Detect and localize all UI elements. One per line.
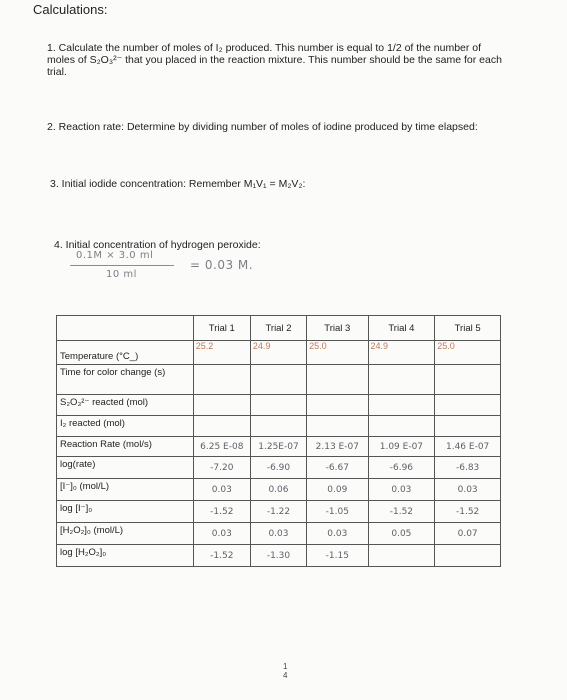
table-row [57, 545, 501, 567]
header-blank-cell [57, 316, 194, 341]
cell: -1.30 [250, 545, 306, 567]
question-1-line-1: 1. Calculate the number of moles of I₂ produced. This number is equal to 1/2 of the number of [47, 42, 482, 54]
handwritten-numerator: 0.1M × 3.0 ml [76, 250, 154, 261]
cell: 0.05 [368, 523, 435, 545]
cell [368, 545, 435, 567]
table-row [57, 457, 501, 479]
table-row [57, 416, 501, 437]
cell [435, 545, 501, 567]
row-label-h2o2: [H₂O₂]₀ (mol/L) [57, 523, 194, 545]
row-label-time: Time for color change (s) [57, 365, 194, 395]
header-trial-2: Trial 2 [250, 316, 306, 341]
row-label-rate: Reaction Rate (mol/s) [57, 437, 194, 457]
calculations-heading: Calculations: [33, 2, 108, 17]
cell: -6.96 [368, 457, 435, 479]
cell: 1.46 E-07 [435, 437, 501, 457]
row-label-iodide: [I⁻]₀ (mol/L) [57, 479, 194, 501]
cell [368, 395, 435, 416]
cell: 0.09 [307, 479, 368, 501]
question-2: 2. Reaction rate: Determine by dividing number of moles of iodine produced by time elapsed: [47, 121, 478, 133]
cell [193, 416, 250, 437]
cell [435, 365, 501, 395]
cell: 0.03 [435, 479, 501, 501]
cell: 0.03 [250, 523, 306, 545]
cell: -7.20 [193, 457, 250, 479]
cell [307, 365, 368, 395]
fraction-bar [70, 265, 174, 266]
page-number: 1 4 [283, 662, 288, 680]
cell: 6.25 E-08 [193, 437, 250, 457]
cell: 1.25E-07 [250, 437, 306, 457]
cell: -6.90 [250, 457, 306, 479]
row-label-log-iodide: log [I⁻]₀ [57, 501, 194, 523]
cell: -1.15 [307, 545, 368, 567]
cell [193, 395, 250, 416]
cell [435, 416, 501, 437]
cell: 0.03 [307, 523, 368, 545]
cell [307, 395, 368, 416]
question-4: 4. Initial concentration of hydrogen peroxide: [54, 239, 261, 251]
cell [368, 416, 435, 437]
cell [250, 395, 306, 416]
cell: 25.0 [435, 341, 501, 365]
handwritten-denominator: 10 ml [106, 269, 137, 280]
cell: -1.52 [435, 501, 501, 523]
cell [307, 416, 368, 437]
table-row [57, 341, 501, 365]
cell: -1.52 [368, 501, 435, 523]
results-table [56, 315, 501, 567]
row-label-log-h2o2: log [H₂O₂]₀ [57, 545, 194, 567]
question-1-line-3: trial. [47, 66, 67, 78]
header-trial-3: Trial 3 [307, 316, 368, 341]
cell [368, 365, 435, 395]
row-label-s2o3: S₂O₃²⁻ reacted (mol) [57, 395, 194, 416]
cell: -1.52 [193, 545, 250, 567]
table-row [57, 395, 501, 416]
cell: 24.9 [250, 341, 306, 365]
header-trial-5: Trial 5 [435, 316, 501, 341]
cell: -6.83 [435, 457, 501, 479]
cell: 0.03 [193, 523, 250, 545]
cell: 2.13 E-07 [307, 437, 368, 457]
table-row [57, 437, 501, 457]
table-row [57, 501, 501, 523]
cell [250, 416, 306, 437]
cell: 0.03 [193, 479, 250, 501]
cell [193, 365, 250, 395]
row-label-i2: I₂ reacted (mol) [57, 416, 194, 437]
cell: -1.52 [193, 501, 250, 523]
row-label-temperature: Temperature (°C_) [57, 341, 194, 365]
table-row [57, 479, 501, 501]
header-trial-4: Trial 4 [368, 316, 435, 341]
header-trial-1: Trial 1 [193, 316, 250, 341]
cell: -1.22 [250, 501, 306, 523]
handwritten-result: = 0.03 M. [190, 258, 254, 272]
table-row [57, 365, 501, 395]
cell: 25.0 [307, 341, 368, 365]
row-label-log-rate: log(rate) [57, 457, 194, 479]
cell: -1.05 [307, 501, 368, 523]
cell [435, 395, 501, 416]
cell: 0.06 [250, 479, 306, 501]
cell: 0.03 [368, 479, 435, 501]
cell: 24.9 [368, 341, 435, 365]
cell: -6.67 [307, 457, 368, 479]
table-header-row [57, 316, 501, 341]
table-row [57, 523, 501, 545]
cell [250, 365, 306, 395]
question-3: 3. Initial iodide concentration: Remember M₁V₁ = M₂V₂: [50, 178, 306, 190]
cell: 0.07 [435, 523, 501, 545]
question-1-line-2: moles of S₂O₃²⁻ that you placed in the reaction mixture. This number should be the same for each [47, 54, 502, 66]
question-1 [47, 42, 502, 78]
cell: 1.09 E-07 [368, 437, 435, 457]
cell: 25.2 [193, 341, 250, 365]
